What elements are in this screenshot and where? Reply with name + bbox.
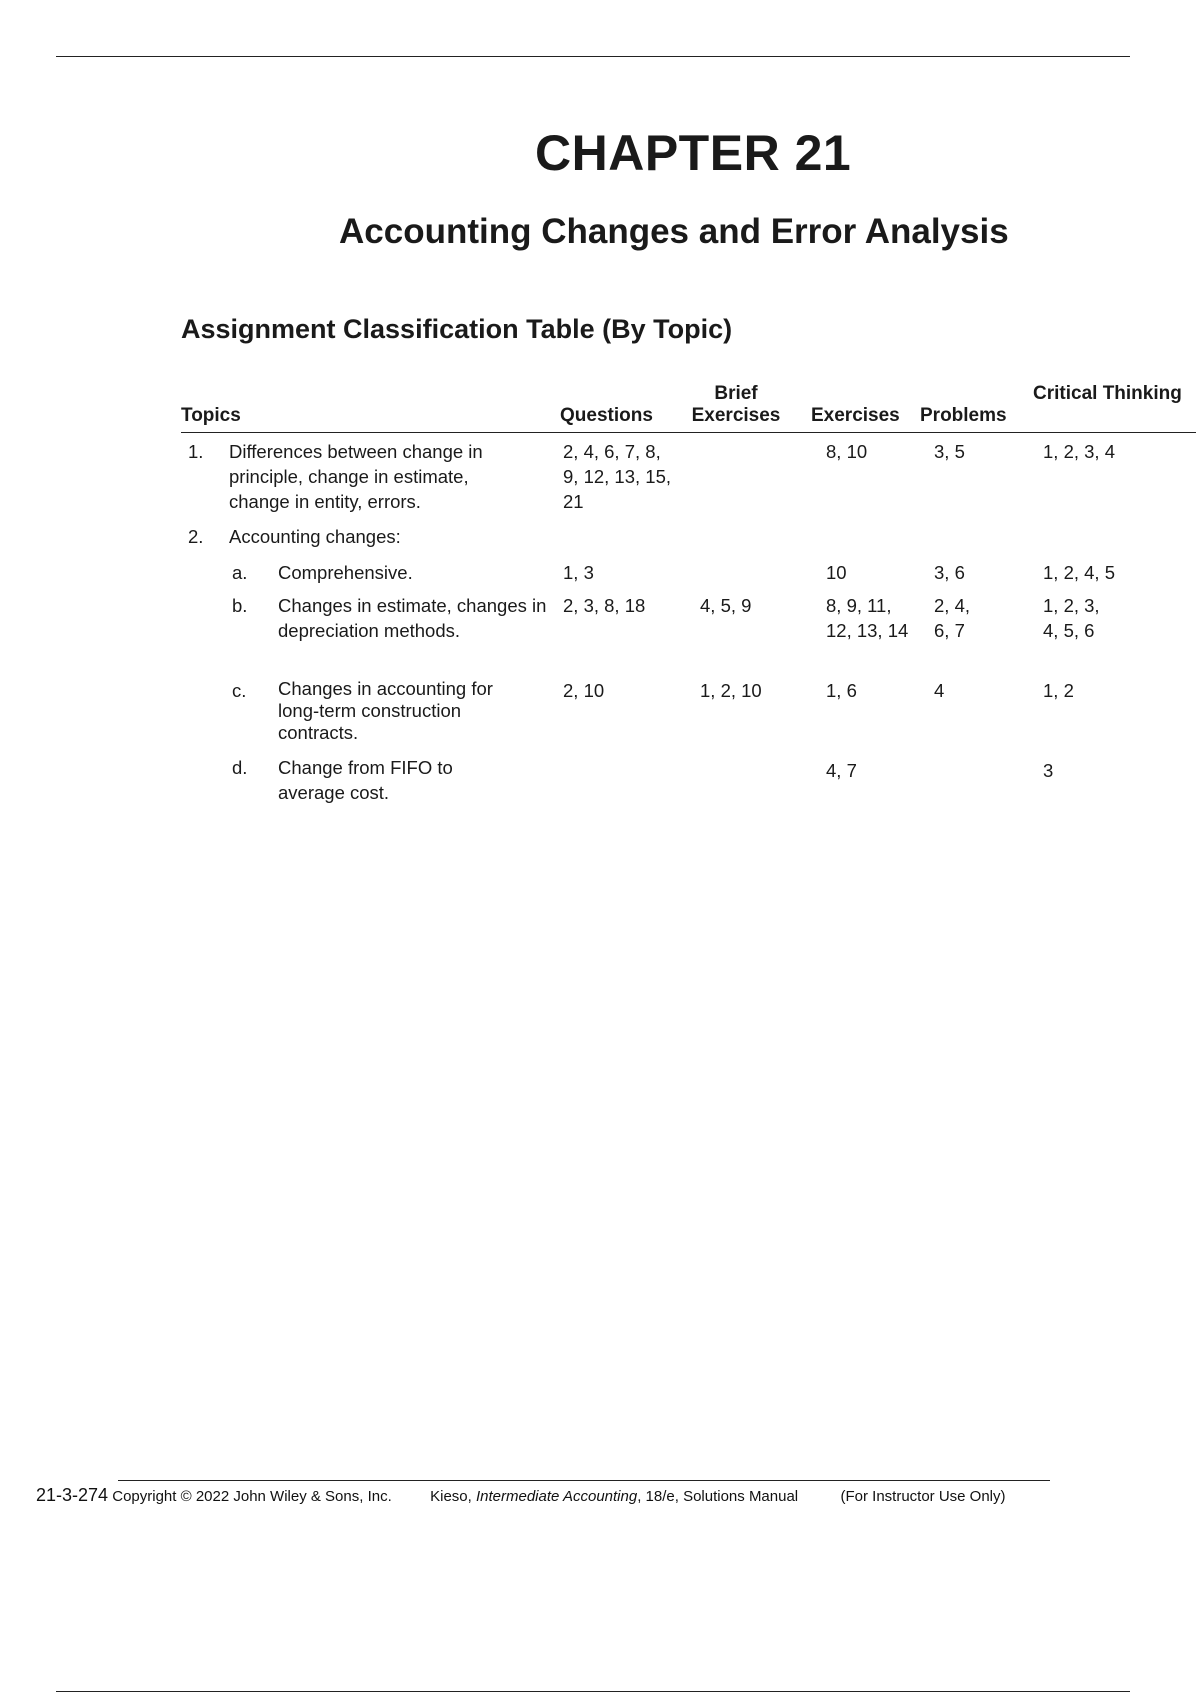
- row-marker: d.: [232, 757, 248, 778]
- row-topic: Changes in estimate, changes in depreciation methods.: [278, 595, 547, 641]
- row-critical-thinking: 1, 2: [1043, 680, 1074, 701]
- row-topic: Differences between change in principle, change in estimate, change in entity, errors.: [229, 441, 483, 512]
- row-topic: Change from FIFO to average cost.: [278, 757, 453, 803]
- col-header-questions: Questions: [560, 405, 653, 426]
- row-marker: a.: [232, 562, 248, 583]
- col-header-topics: Topics: [181, 405, 241, 426]
- footer-author: Kieso,: [430, 1488, 472, 1505]
- footer-edition: , 18/e, Solutions Manual: [637, 1488, 799, 1505]
- row-critical-thinking: 1, 2, 3, 4, 5, 6: [1043, 595, 1100, 641]
- col-header-exercises: Exercises: [811, 405, 900, 426]
- row-topic: Comprehensive.: [278, 562, 413, 583]
- chapter-title: Accounting Changes and Error Analysis: [339, 212, 1009, 251]
- row-exercises: 10: [826, 562, 847, 583]
- row-brief-exercises: 4, 5, 9: [700, 595, 752, 616]
- row-questions: 2, 10: [563, 680, 605, 701]
- footer-note: (For Instructor Use Only): [840, 1488, 1006, 1505]
- col-header-brief-exercises: Brief Exercises: [691, 383, 781, 426]
- row-exercises: 4, 7: [826, 760, 857, 781]
- copyright: Copyright © 2022 John Wiley & Sons, Inc.: [112, 1488, 392, 1505]
- row-brief-exercises: 1, 2, 10: [700, 680, 762, 701]
- row-problems: 2, 4, 6, 7: [934, 595, 970, 641]
- footer-rule: [118, 1480, 1050, 1481]
- row-questions: 2, 3, 8, 18: [563, 595, 646, 616]
- row-exercises: 1, 6: [826, 680, 857, 701]
- top-rule: [56, 56, 1130, 57]
- row-critical-thinking: 1, 2, 3, 4: [1043, 441, 1115, 462]
- row-problems: 3, 5: [934, 441, 965, 462]
- bottom-rule: [56, 1691, 1130, 1692]
- row-marker: 2.: [188, 526, 204, 547]
- row-topic: Changes in accounting for long-term construction contracts.: [278, 678, 493, 743]
- table-header-rule: [181, 432, 1196, 433]
- chapter-heading: CHAPTER 21: [535, 125, 852, 181]
- row-questions: 1, 3: [563, 562, 594, 583]
- row-critical-thinking: 3: [1043, 760, 1054, 781]
- page-number: 21-3-274: [36, 1485, 109, 1505]
- row-exercises: 8, 10: [826, 441, 868, 462]
- section-title: Assignment Classification Table (By Topic): [181, 314, 733, 344]
- row-marker: c.: [232, 680, 247, 701]
- row-marker: b.: [232, 595, 248, 616]
- row-marker: 1.: [188, 441, 204, 462]
- col-header-problems: Problems: [920, 405, 1007, 426]
- col-header-critical-thinking: Critical Thinking: [1033, 383, 1182, 404]
- row-critical-thinking: 1, 2, 4, 5: [1043, 562, 1115, 583]
- row-problems: 4: [934, 680, 945, 701]
- row-questions: 2, 4, 6, 7, 8, 9, 12, 13, 15, 21: [563, 441, 672, 512]
- page-footer: [36, 1485, 1006, 1506]
- row-exercises: 8, 9, 11, 12, 13, 14: [826, 595, 909, 641]
- row-topic: Accounting changes:: [229, 526, 401, 547]
- footer-book-title: Intermediate Accounting: [475, 1488, 638, 1505]
- row-problems: 3, 6: [934, 562, 965, 583]
